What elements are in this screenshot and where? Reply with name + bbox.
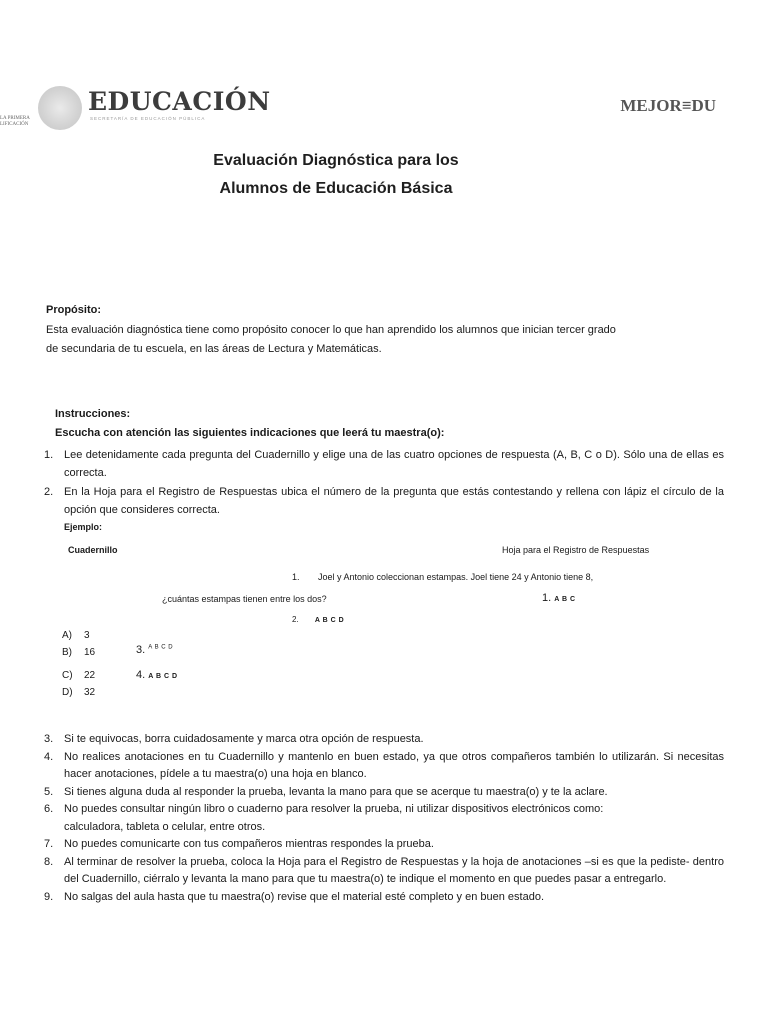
- purpose-heading: Propósito:: [46, 304, 101, 316]
- list-item-text: Lee detenidamente cada pregunta del Cuadernillo y elige una de las cuatro opciones de respuesta (A, B, C o D). Sólo una de ellas es correcta.: [64, 449, 724, 479]
- sheet-row-options: A B C: [554, 596, 576, 603]
- option-letter: B): [62, 647, 72, 658]
- list-item: [44, 889, 724, 907]
- list-item-number: 3.: [44, 733, 54, 745]
- government-seal-icon: [38, 86, 82, 130]
- list-item-text: Al terminar de resolver la prueba, coloca la Hoja para el Registro de Respuestas y la hoja de anotaciones –si es que la pediste- dentro del Cuadernillo, ciérralo y levanta la mano para que tu maestra(o) te indique el momento en que puedes pasar a entregarlo.: [64, 855, 724, 885]
- sheet-row-number: 2.: [292, 615, 299, 624]
- list-item-number: 4.: [44, 750, 54, 763]
- option-letter: A): [62, 630, 72, 641]
- sheet-row-number: 1.: [542, 592, 552, 604]
- purpose-line-2: de secundaria de tu escuela, en las áreas de Lectura y Matemáticas.: [46, 343, 382, 355]
- list-item-text: No puedes comunicarte con tus compañeros mientras respondes la prueba.: [64, 838, 434, 850]
- option-value: 16: [84, 647, 96, 658]
- list-item-text: calculadora, tableta o celular, entre otros.: [64, 820, 266, 833]
- example-question-text-1: Joel y Antonio coleccionan estampas. Joel tiene 24 y Antonio tiene 8,: [318, 572, 594, 582]
- list-item-text: No realices anotaciones en tu Cuadernillo y mantenlo en buen estado, ya que otros compañeros también lo utilizarán. Si necesitas hacer anotaciones, pídele a tu maestra(o) una hoja en blanco.: [64, 750, 724, 780]
- answer-option: [62, 687, 96, 698]
- list-item: [44, 836, 724, 854]
- answer-option: [62, 647, 96, 658]
- list-item: [44, 447, 724, 482]
- list-item: [44, 484, 724, 519]
- list-item-text: No salgas del aula hasta que tu maestra(o) revise que el material esté completo y en buen estado.: [64, 890, 544, 903]
- list-item: [44, 731, 724, 749]
- example-label: Ejemplo:: [64, 522, 103, 532]
- header-left-fragment: LA PRIMERA LIFICACIÓN: [0, 116, 30, 127]
- sheet-row-number: 3.: [136, 644, 146, 656]
- list-item-text: En la Hoja para el Registro de Respuestas ubica el número de la pregunta que estás contestando y rellena con lápiz el círculo de la opción que consideres correcta.: [64, 486, 724, 516]
- sheet-row-1: [542, 592, 576, 604]
- list-item: [44, 801, 724, 819]
- sheet-row-3: [136, 644, 173, 656]
- list-item: [44, 749, 724, 784]
- example-question-text-2: ¿cuántas estampas tienen entre los dos?: [162, 594, 327, 604]
- option-value: 22: [84, 670, 96, 681]
- sheet-row-options: A B C D: [314, 617, 345, 624]
- list-item-number: 9.: [44, 890, 54, 903]
- example-question-number: 1.: [292, 572, 300, 582]
- brand-right: MEJOR≡DU: [620, 96, 716, 115]
- option-letter: C): [62, 670, 73, 681]
- option-letter: D): [62, 687, 73, 698]
- option-value: 3: [84, 630, 90, 641]
- sheet-row-number: 4.: [136, 669, 146, 681]
- list-item-number: 5.: [44, 785, 54, 798]
- purpose-line-1: Esta evaluación diagnóstica tiene como propósito conocer lo que han aprendido los alumnos que inician tercer grado: [46, 324, 616, 336]
- answer-option: [62, 630, 90, 641]
- list-item: [44, 819, 724, 837]
- title-line-2: Alumnos de Educación Básica: [219, 180, 453, 197]
- answer-sheet-heading: Hoja para el Registro de Respuestas: [502, 545, 650, 555]
- sheet-row-4: [136, 669, 178, 681]
- logo-subtitle: SECRETARÍA DE EDUCACIÓN PÚBLICA: [90, 116, 206, 121]
- list-item-text: Si tienes alguna duda al responder la prueba, levanta la mano para que se acerque tu maestra(o) y te la aclare.: [64, 785, 608, 798]
- instructions-subheading: Escucha con atención las siguientes indicaciones que leerá tu maestra(o):: [55, 427, 445, 439]
- sheet-row-options: A B C D: [148, 673, 178, 680]
- option-value: 32: [84, 687, 96, 698]
- instructions-list-top: [44, 447, 724, 519]
- list-item: [44, 854, 724, 889]
- list-item-number: 6.: [44, 803, 54, 815]
- sheet-row-options: A B C D: [148, 644, 174, 651]
- list-item-number: 8.: [44, 855, 54, 868]
- list-item-text: Si te equivocas, borra cuidadosamente y marca otra opción de respuesta.: [64, 733, 424, 745]
- list-item-text: No puedes consultar ningún libro o cuaderno para resolver la prueba, ni utilizar dispositivos electrónicos como:: [64, 803, 604, 815]
- list-item-number: 2.: [44, 486, 54, 498]
- sheet-row-2: [292, 615, 344, 624]
- list-item-number: 1.: [44, 449, 54, 461]
- list-item-number: 7.: [44, 838, 54, 850]
- booklet-heading: Cuadernillo: [68, 545, 118, 555]
- instructions-list-bottom: [44, 731, 724, 906]
- title-line-1: Evaluación Diagnóstica para los: [213, 152, 459, 169]
- instructions-heading: Instrucciones:: [55, 408, 131, 420]
- list-item: [44, 784, 724, 802]
- logo-title: EDUCACIÓN: [88, 87, 271, 116]
- answer-option: [62, 670, 96, 681]
